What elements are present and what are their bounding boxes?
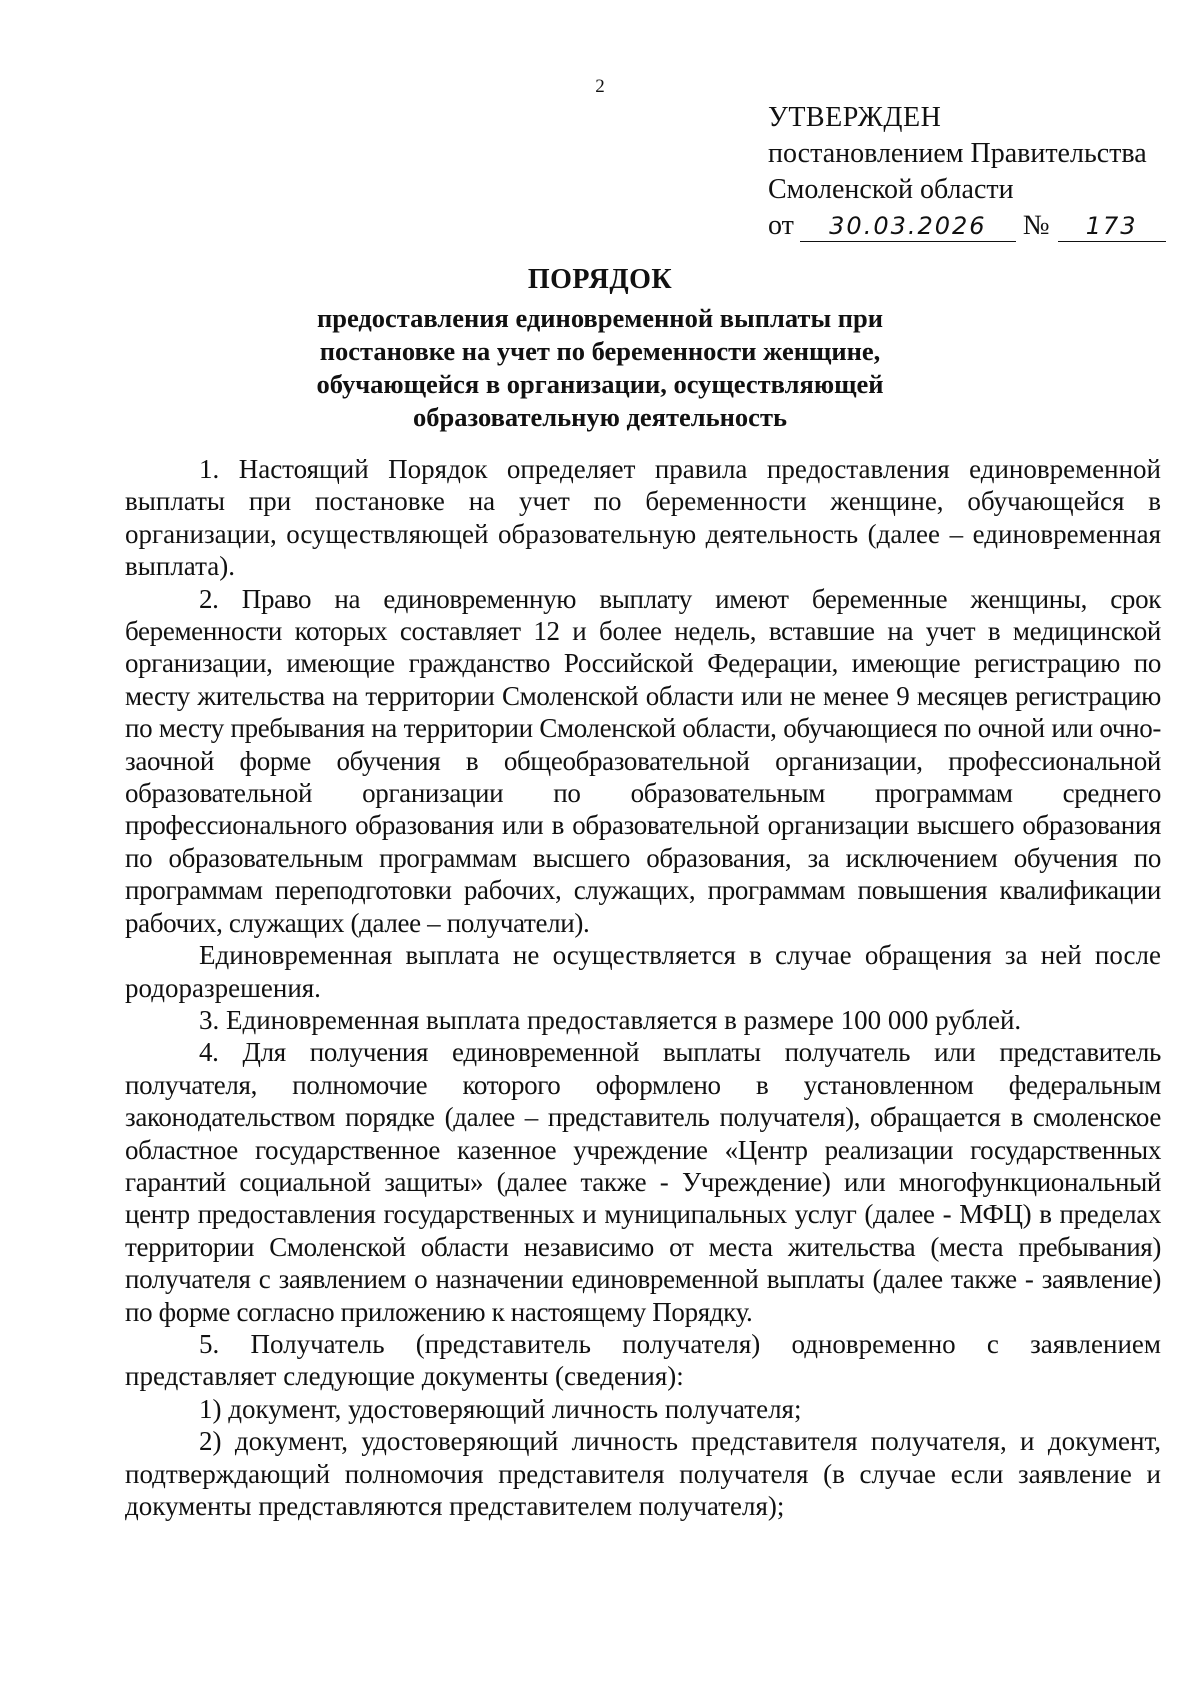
- document-body: [125, 453, 1161, 1522]
- approved-heading: УТВЕРЖДЕН: [768, 102, 942, 133]
- date-prefix: от: [768, 210, 794, 241]
- document-subtitle: [0, 302, 1200, 434]
- subtitle-line: постановке на учет по беременности женщине,: [319, 336, 881, 366]
- paragraph-4: 4. Для получения единовременной выплаты получатель или представитель получателя, полномочие которого оформлено в установленном федеральным законодательством порядке (далее – представитель получателя), обращается в смоленское областное государственное казенное учреждение «Центр реализации государственных гарантий социальной защиты» (далее также - Учреждение) или многофункциональный центр предоставления государственных и муниципальных услуг (далее - МФЦ) в пределах территории Смоленской области независимо от места жительства (места пребывания) получателя с заявлением о назначении единовременной выплаты (далее также - заявление) по форме согласно приложению к настоящему Порядку.: [125, 1037, 1161, 1327]
- list-item-1: 1) документ, удостоверяющий личность получателя;: [199, 1393, 802, 1424]
- paragraph-2: 2. Право на единовременную выплату имеют беременные женщины, срок беременности которых составляет 12 и более недель, вставшие на учет в медицинской организации, имеющие гражданство Российской Федерации, имеющие регистрацию по месту жительства на территории Смоленской области или не менее 9 месяцев регистрацию по месту пребывания на территории Смоленской области, обучающиеся по очной или очно-заочной форме обучения в общеобразовательной организации, профессиональной образовательной организации по образовательным программам среднего профессионального образования или в образовательной организации высшего образования по образовательным программам высшего образования, за исключением обучения по программам переподготовки рабочих, служащих, программам повышения квалификации рабочих, служащих (далее – получатели).: [125, 583, 1161, 938]
- handwritten-number: 173: [1058, 211, 1166, 242]
- paragraph-5: 5. Получатель (представитель получателя) одновременно с заявлением представляет следующие документы (сведения):: [125, 1328, 1161, 1392]
- paragraph-2-note: Единовременная выплата не осуществляется в случае обращения за ней после родоразрешения.: [125, 940, 1161, 1003]
- subtitle-line: образовательную деятельность: [413, 402, 787, 432]
- number-sign: №: [1022, 210, 1050, 241]
- list-item-2: 2) документ, удостоверяющий личность представителя получателя, и документ, подтверждающий полномочия представителя получателя (в случае если заявление и документы представляются представителем получателя);: [125, 1426, 1161, 1521]
- handwritten-date: 30.03.2026: [800, 211, 1016, 242]
- paragraph-3: 3. Единовременная выплата предоставляется в размере 100 000 рублей.: [199, 1004, 1022, 1035]
- page-number: 2: [595, 76, 605, 97]
- document-title-block: [0, 262, 1200, 434]
- subtitle-line: обучающейся в организации, осуществляющей: [316, 369, 884, 399]
- approval-date-line: [768, 208, 1168, 244]
- approval-line-2: Смоленской области: [768, 174, 1014, 205]
- paragraph-1: 1. Настоящий Порядок определяет правила предоставления единовременной выплаты при постановке на учет по беременности женщине, обучающейся в организации, осуществляющей образовательную деятельность (далее – единовременная выплата).: [125, 454, 1161, 582]
- document-title: ПОРЯДОК: [527, 264, 673, 295]
- subtitle-line: предоставления единовременной выплаты при: [316, 303, 884, 333]
- approval-stamp: [768, 100, 1168, 244]
- approval-line-1: постановлением Правительства: [768, 138, 1147, 169]
